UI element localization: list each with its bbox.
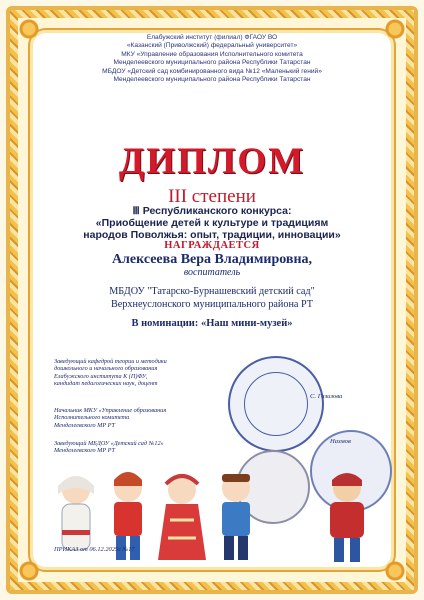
recipient-role: воспитатель [183,267,241,278]
signature-line: Начальник МКУ «Управление образования [54,407,167,414]
signature-block-education-dept [54,407,234,429]
signature-block-kindergarten [54,440,234,455]
issuer-line: МКУ «Управление образования Исполнительного комитета [121,50,303,58]
issuer-line: «Казанский (Приволжский) федеральный университет» [126,42,298,50]
signature-line: Менделеевского МР РТ [54,447,115,455]
organization-line: МБДОУ "Татарско-Бурнашевский детский сад" [109,286,315,297]
child-figure-icon [58,476,94,550]
folk-costume-children-illustration [40,460,310,572]
signature-line: Заведующий кафедрой теории и методики [54,358,167,365]
signature-line: Менделеевского МР РТ [54,421,115,429]
mascot-character-icon [312,466,382,566]
issuer-line: Елабужский институт (филиал) ФГАОУ ВО [146,34,278,41]
signature-line: Исполнительного комитета [54,414,130,422]
issuer-line: МБДОУ «Детский сад комбинированного вида №12 «Маленький гений» [102,67,322,75]
contest-line: «Приобщение детей к культуре и традициям [95,217,329,229]
signature-line: Заведующий МБДОУ «Детский сад №12» [54,440,164,447]
signature-name-nazmov: Назмов [330,438,351,445]
organization-line: Верхнеуслонского муниципального района РТ [110,299,314,310]
child-figure-icon [158,476,206,560]
contest-line: Ⅲ Республиканского конкурса: [132,205,292,217]
contest-line: народов Поволжья: опыт, традиции, инновации» [83,229,341,241]
corner-ornament-icon [380,556,410,586]
award-label: НАГРАЖДАЕТСЯ [164,240,260,251]
contest-name [40,205,384,241]
issuer-line: Менделеевского муниципального района Республики Татарстан [113,76,311,84]
child-figure-icon [222,474,250,560]
signature-line: Елабужского института К (П)ФУ, [54,372,148,380]
diploma-title: ДИПЛОМ [118,141,306,182]
diploma-degree: III степени [168,186,256,207]
signature-name-gazizova: С. Газизова [310,393,343,400]
signature-line: дошкольного и начального образования [54,365,158,373]
seal-stamp-icon [228,356,324,452]
recipient-organization [40,285,384,311]
order-reference: ПРИКАЗ от 06.12.2025г №17 [54,546,135,553]
issuer-header [40,34,384,84]
signature-block-kfu [54,358,234,388]
recipient-name: Алексеева Вера Владимировна, [111,252,313,267]
signature-line: кандидат педагогических наук, доцент [54,380,158,388]
nomination: В номинации: «Наш мини-музей» [131,318,293,329]
issuer-line: Менделеевского муниципального района Республики Татарстан [113,59,311,67]
corner-ornament-icon [380,14,410,44]
